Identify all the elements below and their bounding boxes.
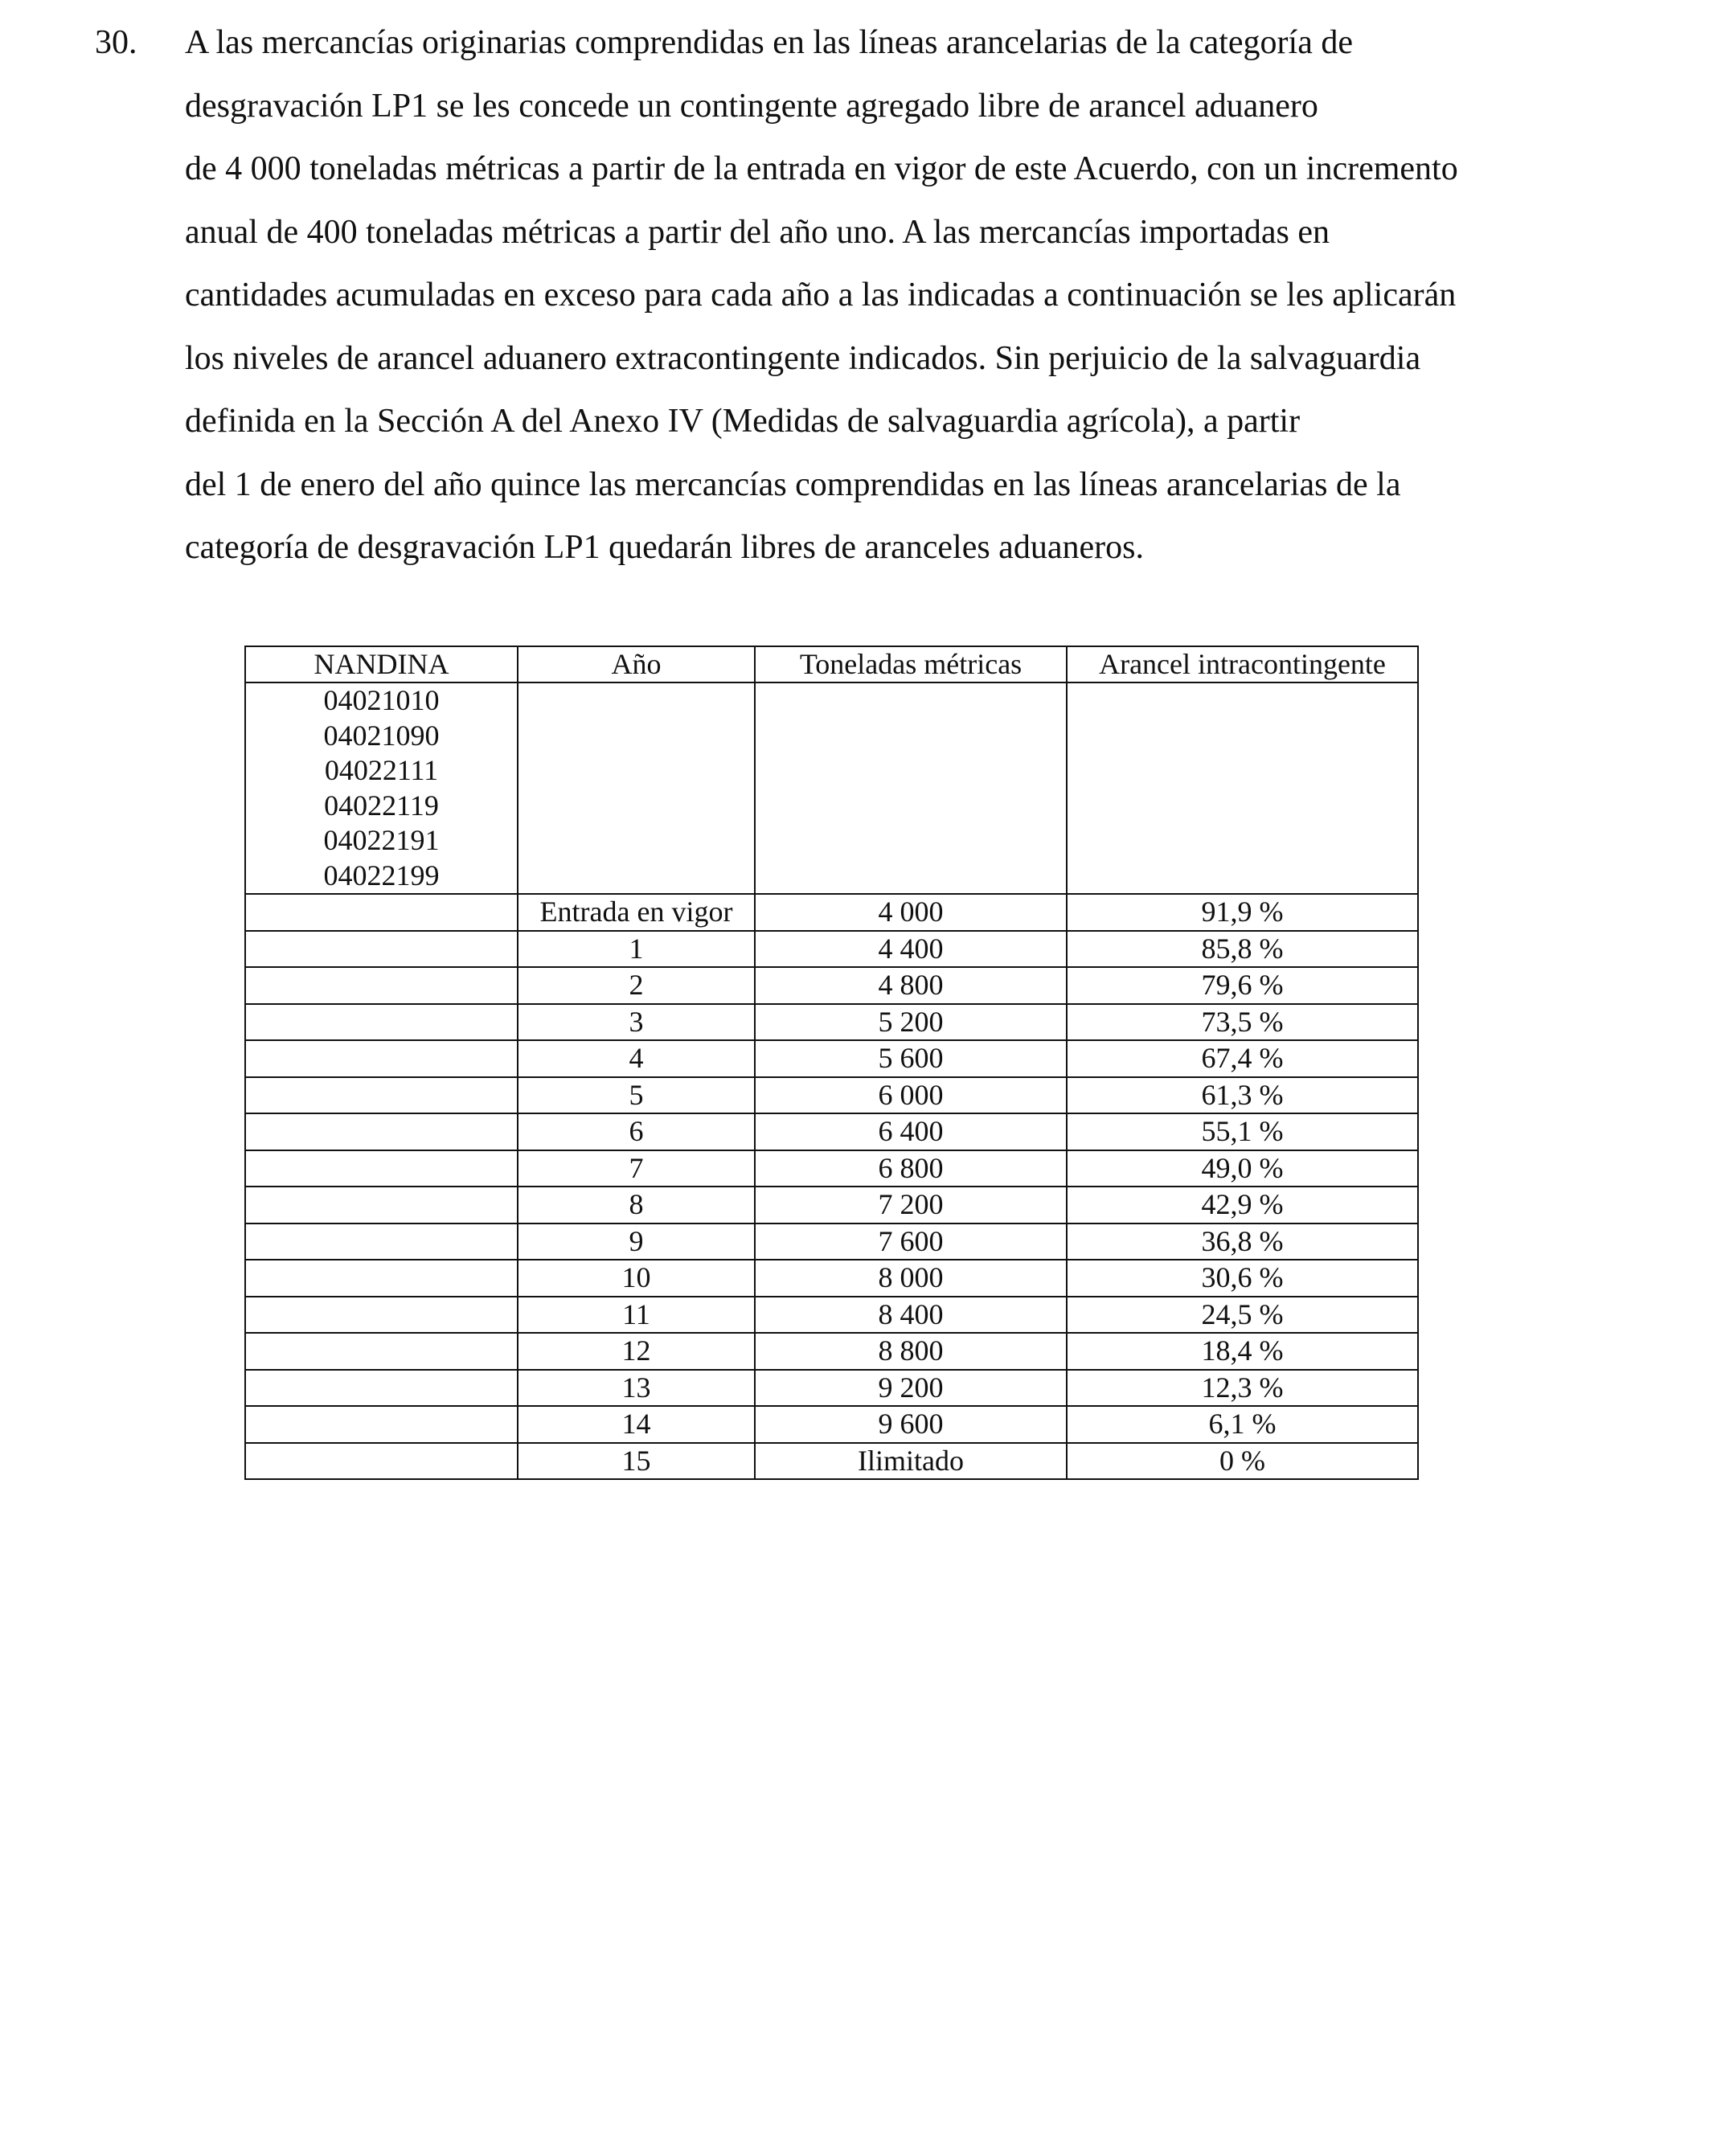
tariff-cell: 18,4 % [1067, 1333, 1418, 1370]
clause-line: los niveles de arancel aduanero extracontingente indicados. Sin perjuicio de la salvaguardia [185, 339, 1421, 377]
table-row [245, 894, 1418, 931]
clause-line: A las mercancías originarias comprendidas en las líneas arancelarias de la categoría de [185, 24, 1353, 61]
nandina-cell [245, 1443, 518, 1480]
tons-cell: 7 200 [755, 1187, 1067, 1224]
table-row [245, 1150, 1418, 1187]
tariff-cell: 79,6 % [1067, 967, 1418, 1004]
tons-cell: 6 400 [755, 1113, 1067, 1150]
nandina-code: 04022119 [324, 789, 439, 822]
header-year: Año [518, 646, 755, 682]
nandina-cell [245, 1260, 518, 1297]
clause-number: 30. [95, 24, 137, 61]
tons-cell: 5 200 [755, 1004, 1067, 1041]
tariff-cell: 6,1 % [1067, 1406, 1418, 1443]
nandina-cell [245, 1224, 518, 1260]
year-cell: 15 [518, 1443, 755, 1480]
nandina-cell [245, 1150, 518, 1187]
table-row [245, 1260, 1418, 1297]
year-cell: 4 [518, 1040, 755, 1077]
tons-cell: 6 000 [755, 1077, 1067, 1114]
nandina-cell [245, 1077, 518, 1114]
year-cell: 2 [518, 967, 755, 1004]
year-cell: 11 [518, 1297, 755, 1334]
clause-line: definida en la Sección A del Anexo IV (Medidas de salvaguardia agrícola), a partir [185, 403, 1301, 440]
tariff-cell: 61,3 % [1067, 1077, 1418, 1114]
nandina-code: 04022111 [324, 754, 439, 786]
table-row [245, 1187, 1418, 1224]
tariff-cell: 85,8 % [1067, 931, 1418, 968]
empty-cell [1067, 682, 1418, 894]
tariff-cell: 12,3 % [1067, 1370, 1418, 1407]
nandina-code: 04021010 [323, 684, 440, 716]
tariff-cell: 0 % [1067, 1443, 1418, 1480]
header-nandina: NANDINA [245, 646, 518, 682]
nandina-cell [245, 1187, 518, 1224]
tons-cell: 8 800 [755, 1333, 1067, 1370]
table-row [245, 931, 1418, 968]
nandina-cell [245, 1297, 518, 1334]
tariff-cell: 67,4 % [1067, 1040, 1418, 1077]
table-row [245, 1224, 1418, 1260]
clause-line: desgravación LP1 se les concede un contingente agregado libre de arancel aduanero [185, 87, 1318, 125]
tons-cell: 4 800 [755, 967, 1067, 1004]
year-cell: 14 [518, 1406, 755, 1443]
tons-cell: 4 000 [755, 894, 1067, 931]
tariff-cell: 73,5 % [1067, 1004, 1418, 1041]
nandina-cell [245, 1040, 518, 1077]
tons-cell: 6 800 [755, 1150, 1067, 1187]
table-row [245, 1370, 1418, 1407]
nandina-cell [245, 967, 518, 1004]
year-cell: 5 [518, 1077, 755, 1114]
nandina-cell [245, 1406, 518, 1443]
nandina-cell [245, 1333, 518, 1370]
table-row [245, 1443, 1418, 1480]
nandina-cell [245, 1004, 518, 1041]
clause-paragraph [185, 11, 1680, 580]
nandina-code: 04021090 [323, 719, 440, 752]
empty-cell [518, 682, 755, 894]
table-row [245, 1297, 1418, 1334]
year-cell: 8 [518, 1187, 755, 1224]
nandina-code: 04022199 [323, 859, 440, 892]
year-cell: 10 [518, 1260, 755, 1297]
table-row [245, 1077, 1418, 1114]
year-cell: 13 [518, 1370, 755, 1407]
tariff-quota-table [244, 646, 1419, 1480]
tons-cell: 9 600 [755, 1406, 1067, 1443]
header-tons: Toneladas métricas [755, 646, 1067, 682]
tons-cell: 8 400 [755, 1297, 1067, 1334]
year-cell: 6 [518, 1113, 755, 1150]
table-row [245, 1004, 1418, 1041]
tariff-cell: 55,1 % [1067, 1113, 1418, 1150]
nandina-cell [245, 1370, 518, 1407]
nandina-cell [245, 894, 518, 931]
tariff-cell: 36,8 % [1067, 1224, 1418, 1260]
nandina-codes-row [245, 682, 1418, 894]
tariff-cell: 24,5 % [1067, 1297, 1418, 1334]
year-cell: 3 [518, 1004, 755, 1041]
clause-line: de 4 000 toneladas métricas a partir de la entrada en vigor de este Acuerdo, con un incremento [185, 150, 1458, 187]
tons-cell: 7 600 [755, 1224, 1067, 1260]
table-row [245, 1040, 1418, 1077]
clause-line: anual de 400 toneladas métricas a partir del año uno. A las mercancías importadas en [185, 213, 1330, 251]
tariff-cell: 49,0 % [1067, 1150, 1418, 1187]
year-cell: Entrada en vigor [518, 894, 755, 931]
table-header-row [245, 646, 1418, 682]
nandina-cell [245, 931, 518, 968]
year-cell: 7 [518, 1150, 755, 1187]
empty-cell [755, 682, 1067, 894]
year-cell: 12 [518, 1333, 755, 1370]
clause-line: cantidades acumuladas en exceso para cada año a las indicadas a continuación se les aplicarán [185, 277, 1457, 314]
tons-cell: 9 200 [755, 1370, 1067, 1407]
clause-line: del 1 de enero del año quince las mercancías comprendidas en las líneas arancelarias de la [185, 465, 1401, 503]
year-cell: 1 [518, 931, 755, 968]
tons-cell: 8 000 [755, 1260, 1067, 1297]
clause-line: categoría de desgravación LP1 quedarán libres de aranceles aduaneros. [185, 529, 1144, 566]
tons-cell: Ilimitado [755, 1443, 1067, 1480]
year-cell: 9 [518, 1224, 755, 1260]
table-row [245, 1333, 1418, 1370]
tariff-cell: 42,9 % [1067, 1187, 1418, 1224]
table-row [245, 1113, 1418, 1150]
tons-cell: 4 400 [755, 931, 1067, 968]
header-tariff: Arancel intracontingente [1067, 646, 1418, 682]
nandina-codes-cell [245, 682, 518, 894]
table-row [245, 967, 1418, 1004]
nandina-cell [245, 1113, 518, 1150]
tariff-cell: 91,9 % [1067, 894, 1418, 931]
tariff-cell: 30,6 % [1067, 1260, 1418, 1297]
tons-cell: 5 600 [755, 1040, 1067, 1077]
nandina-code: 04022191 [323, 824, 440, 856]
table-row [245, 1406, 1418, 1443]
